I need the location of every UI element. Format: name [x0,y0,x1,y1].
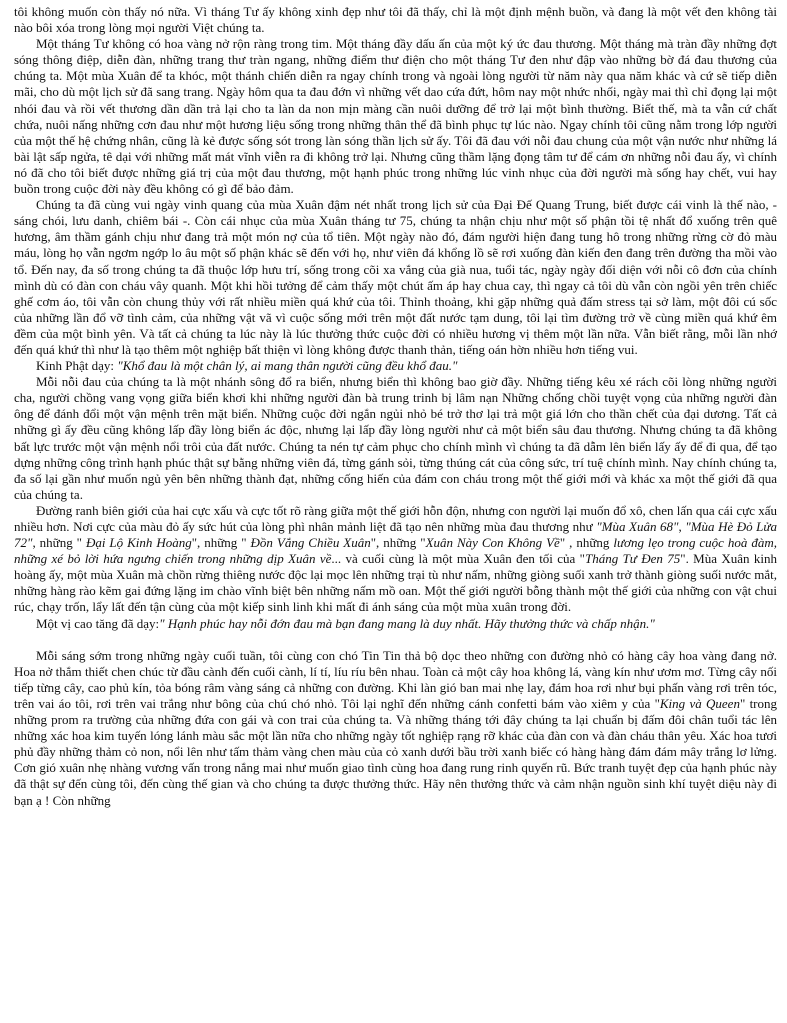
paragraph-5-part: ... và cuối cùng là một mùa Xuân đen tối của " [331,551,585,567]
paragraph-5-part: ", những " [370,535,426,551]
paragraph-1: tôi không muốn còn thấy nó nữa. Vì tháng Tư ấy không xinh đẹp như tôi đã thấy, chỉ là một định mệnh buồn, và đang là một vết đen không tài nào bôi xóa trong lòng mọi người Việt chúng ta. [14,4,777,36]
title-king-queen: King và Queen [659,695,740,711]
paragraph-2: Một tháng Tư không có hoa vàng nở rộn ràng trong tim. Một tháng đầy dấu ấn của một ký ức đau thương. Một tháng mà tràn đầy những đợt sóng thông điệp, diễn đàn, những trang thư tràn ngang, những điểm thư điện cho một tháng Tư đen như đập vào những bờ đá đau thương của chúng ta. Một mùa Xuân để ta khóc, một thánh chiến diễn ra ngay chính trong và ngoài lòng người từ năm này qua năm khác và cứ sẽ tiếp diễn mãi, cho dù một lịch sử đã sang trang. Ngày hôm qua ta đau đớn vì những vết dao cứa đứt, hôm nay một nhức nhối, ngày mai thì chỉ đọng lại một nhói đau và rồi vết thương dần dần trả lại cho ta làn da non mịn màng cần nuôi dưỡng để trở lại một bình thường. Biết thế, mà ta vẫn cứ chất chứa, nuôi nấng những cơn đau như một hương liệu sống trong những thân thể đã bình phục tự lúc nào. Ngay chính tôi cũng nằm trong lớp người của một thế hệ chứng nhân, cũng là kẻ được sống sót trong làn sóng thần lịch sử ấy. Tôi đã đau với nỗi đau chung của một vận nước như những lá bài lật sấp ngửa, tê dại với những mất mát vĩnh viễn ra đi không trở lại. Nhưng cũng thầm lặng đọng tâm tư để cám ơn những nỗi đau ấy, vì chính nó đã cho tôi biết được những giá trị của một đau thương, một hạnh phúc trong những lúc vinh nhục của đời người mà sống hay chết, vui hay buồn trong cuộc đời này đều không có gì để bảo đảm. [14,36,777,197]
paragraph-4: Mỗi nỗi đau của chúng ta là một nhánh sông đổ ra biển, nhưng biển thì không bao giờ đầy. Những tiếng kêu xé rách cõi lòng những người cha, người chồng vang vọng giữa biển khơi khi những người đàn bà trung trinh bị lâm nạn Những chống chồi tuyệt vọng của những người đàn ông để đánh đổi một vận mệnh trên mặt biển. Những cuộc đời ngắn ngủi nhỏ bé trở thơ lại trả một giá lớn cho thần chết của đại dương. Tất cả những gì ấy đều cũng không lấp đầy lòng biển ác độc, nhưng lại lấp đầy lòng người như cả một biển sâu đau thương. Nhưng chúng ta đã không bất lực trước một vận mệnh nổi trôi của đất nước. Chúng ta nén tự cảm phục cho chính mình vì chúng ta đã dẫm lên biển lấy ấy để đi qua, để tạo dựng những công trình hạnh phúc thật sự bằng những viên đá, từng gánh sỏi, từng thúng cát của công sức, trí tuệ chính mình. Nay chính chúng ta, đa số lại gần như muốn ngủ yên bên những thành đạt, những cống hiến của đám con cháu trong một thế giới mới và khác xa một thế giới đã qua của chúng ta. [14,374,777,502]
quote-buddha [14,358,777,374]
title-xuan-nay-con-khong-ve: Xuân Này Con Không Về [425,535,560,551]
paragraph-5 [14,503,777,616]
paragraph-6-part: " trong những prom ra trường của những đứa con gái và con trai của chúng ta. Và những tháng tới đây chúng ta lại chuẩn bị đấm đôi chân tuổi tác lên những xác hoa kim tuyến lóng lánh màu sắc một lần nữa cho những ngày tốt nghiệp rạng rỡ khác của đàn con và đàn cháu thân yêu. Xác hoa tươi phủ đầy những thảm cỏ non, nổi lên như tấm thảm vàng chen màu của cỏ xanh dưới bầu trời xanh biếc có hàng hàng đám đám mây trắng lơ lửng. Cơn gió xuân nhẹ nhàng vương vấn trong nắng mai như muốn giao tình cùng hoa đang rung rinh quyến rũ. Bức tranh tuyệt đẹp của hạnh phúc này đã thật sự đến cùng tôi, đến cùng thế gian và cho chúng ta được thưởng thức. Hãy nên thưởng thức và cảm nhận nguồn sinh khí tuyệt diệu này đi bạn ạ ! Còn những [14,695,778,808]
paragraph-spacer [14,632,777,648]
paragraph-5-part: , [678,519,686,534]
quote-buddha-prefix: Kinh Phật dạy: [36,358,118,374]
quote-monk [14,616,777,632]
quote-monk-prefix: Một vị cao tăng đã dạy: [36,615,160,631]
paragraph-6 [14,648,777,809]
title-don-vang-chieu-xuan: Đồn Vắng Chiều Xuân [250,535,371,551]
paragraph-5-part: ". Mùa Xuân kinh hoàng ấy, một mùa Xuân mà chồn rừng thiêng nước độc lại mọc lên những trại tù như nấm, những giòng suối xanh trở thành giòng suối nước mắt, những hàng rào kẽm gai đứng lặng im chào vĩnh biệt bên những nấm mồ oan. Một thế giới người bỗng thành một thế giới của những con vật chui rúc, chạy trốn, lẩy lất đến tận cùng của một kiếp sinh linh khi mất đi ánh sáng của một mùa xuân trong đời. [14,551,777,615]
paragraph-6-part: Mỗi sáng sớm trong những ngày cuối tuần, tôi cùng con chó Tin Tin thả bộ dọc theo những con đường nhỏ có hàng cây hoa vàng đang nở. Hoa nở thắm thiết chen chúc từ đầu cành đến cuối cành, lí tí, líu ríu bên nhau. Toàn cả một cây hoa không lá, vàng kín như ươm mơ. Từng cây nối tiếp từng cây, cao phủ kín, tỏa bóng râm vàng sáng cả những con đường. Khi làn gió ban mai nhẹ lay, đám hoa rơi như bụi phấn vàng rơi trên tóc, trên vai áo tôi, rơi trên vai trắng như bông của chú chó nhỏ. Tôi lại nghĩ đến những cánh confetti bám vào xiêm y của " [14,647,777,711]
title-thang-tu-den-75: Tháng Tư Đen 75 [584,551,681,567]
paragraph-3: Chúng ta đã cùng vui ngày vinh quang của mùa Xuân đậm nét nhất trong lịch sử của Đại Đế Quang Trung, biết được cái vinh là thế nào, - sáng chói, lưu danh, chiêm bái -. Còn cái nhục của mùa Xuân tháng tư 75, chúng ta nhận chịu như một số phận tồi tệ nhất đổ xuống trên quê hương, âm thầm gánh chịu như đang trả một món nợ của tổ tiên. Một ngày nào đó, đám người hiện đang tung hô trong những rừng cờ đỏ màu máu, lòng họ vẫn ngơm ngớp lo âu một số phận khác sẽ đến với họ, như viên đá khổng lồ sẽ rơi xuống đàn kiến đen đang trên đường tha mồi vào tổ. Đến nay, đa số trong chúng ta đã thuộc lớp hưu trí, sống trong cõi xa vắng của già nua, tuổi tác, ngày ngày đối diện với nỗi cô đơn của chính mình dù có đàn con cháu vây quanh. Một khi hồi tưởng để cảm thấy một chút ấm áp hay chua cay, thì ngay cả tôi dù vẫn còn ngồi yên trên chiếc ghế cơm áo, tôi vẫn còn chung thủy với rất nhiều miền quá khứ của tôi. Thỉnh thoảng, khi gặp những quả đấm stress tại sở làm, một đôi cú sốc của những lần đổ vỡ tình cảm, của những vật vã vì cuộc sống mới trên một đất nước tạm dung, tôi lại tìm đường trở về cùng miền quá khứ êm đềm của một bình yên. Và tất cả chúng ta lúc này là lúc thưởng thức cuộc đời có nhiều hương vị thêm một lần nữa. Vẫn biết rằng, mỗi lần nhớ đến quá khứ thì như là tạo thêm một nghiệp bất thiện vì lòng không được thanh thản, tiếng oán hờn nhiều hơn tiếng vui. [14,197,777,357]
paragraph-5-part: Đường ranh biên giới của hai cực xấu và cực tốt rõ ràng giữa một thế giới hỗn độn, nhưng con người lại muốn đổ xô, chen lấn qua cái cực xấu nhiều hơn. Nơi cực của màu đỏ ấy sức hút của lòng phì nhân mảnh liệt đã tạo nên những mùa đau thương như [14,502,777,534]
phrase-luong-leo: lương lẹo trong cuộc hoà đàm, những xé bỏ lời hứa ngưng chiến trong những dịp Xuân về [14,535,778,567]
paragraph-5-part: , những " [32,535,86,551]
paragraph-5-part: " , những [559,535,614,551]
quote-buddha-text: "Khổ đau là một chân lý, ai mang thân người cũng đều khổ đau." [117,358,458,374]
quote-monk-text: " Hạnh phúc hay nỗi đớn đau mà bạn đang mang là duy nhất. Hãy thưởng thức và chấp nhận." [159,615,655,631]
title-mua-he-do-lua: "Mùa Hè Đỏ Lửa 72" [14,519,778,551]
title-dai-lo-kinh-hoang: Đại Lộ Kinh Hoàng [85,535,192,551]
paragraph-5-part: ", những " [191,535,251,551]
title-mua-xuan-68: "Mùa Xuân 68" [596,519,679,534]
